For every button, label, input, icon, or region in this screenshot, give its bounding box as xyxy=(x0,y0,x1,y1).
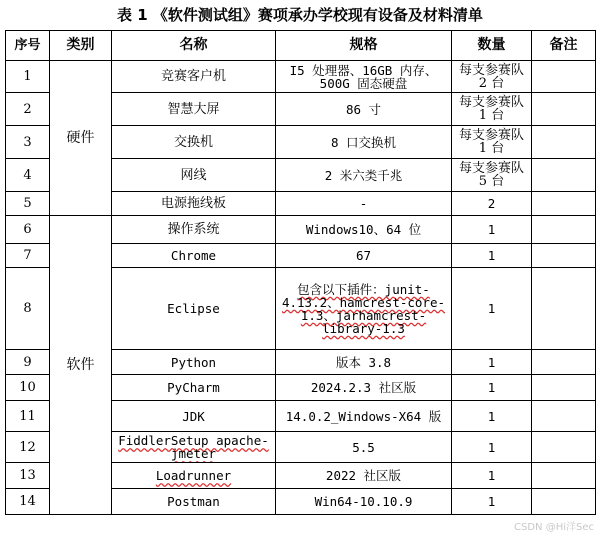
cell-note xyxy=(532,432,596,463)
cell-name: 智慧大屏 xyxy=(112,93,276,126)
cell-name: 操作系统 xyxy=(112,216,276,244)
cell-seq: 12 xyxy=(6,432,50,463)
cell-note xyxy=(532,244,596,268)
header-spec: 规格 xyxy=(276,31,452,61)
cell-name: Python xyxy=(112,350,276,375)
cell-spec: 版本 3.8 xyxy=(276,350,452,375)
watermark: CSDN @Hi洋Sec xyxy=(514,522,594,533)
cell-qty: 1 xyxy=(452,375,532,401)
cell-note xyxy=(532,463,596,489)
header-seq: 序号 xyxy=(6,31,50,61)
header-note: 备注 xyxy=(532,31,596,61)
cell-spec: - xyxy=(276,192,452,216)
cell-note xyxy=(532,61,596,93)
cell-qty: 1 xyxy=(452,268,532,350)
cell-note xyxy=(532,159,596,192)
cell-spec: 2022 社区版 xyxy=(276,463,452,489)
cell-qty: 1 xyxy=(452,244,532,268)
cell-seq: 9 xyxy=(6,350,50,375)
cell-seq: 14 xyxy=(6,489,50,515)
cell-note xyxy=(532,126,596,159)
cell-spec: 8 口交换机 xyxy=(276,126,452,159)
cell-qty: 每支参赛队 1 台 xyxy=(452,126,532,159)
cell-seq: 13 xyxy=(6,463,50,489)
cell-name: JDK xyxy=(112,401,276,432)
cell-name: Chrome xyxy=(112,244,276,268)
cell-name: Loadrunner xyxy=(112,463,276,489)
cell-name: PyCharm xyxy=(112,375,276,401)
category-hardware: 硬件 xyxy=(50,61,112,216)
cell-spec: 67 xyxy=(276,244,452,268)
cell-spec: 86 寸 xyxy=(276,93,452,126)
cell-seq: 8 xyxy=(6,268,50,350)
cell-note xyxy=(532,192,596,216)
cell-qty: 每支参赛队 2 台 xyxy=(452,61,532,93)
cell-seq: 6 xyxy=(6,216,50,244)
cell-note xyxy=(532,401,596,432)
header-category: 类别 xyxy=(50,31,112,61)
cell-seq: 10 xyxy=(6,375,50,401)
cell-seq: 3 xyxy=(6,126,50,159)
category-software: 软件 xyxy=(50,216,112,515)
cell-qty: 1 xyxy=(452,432,532,463)
cell-qty: 每支参赛队 1 台 xyxy=(452,93,532,126)
cell-seq: 2 xyxy=(6,93,50,126)
header-name: 名称 xyxy=(112,31,276,61)
cell-qty: 2 xyxy=(452,192,532,216)
header-qty: 数量 xyxy=(452,31,532,61)
cell-note xyxy=(532,93,596,126)
cell-qty: 1 xyxy=(452,216,532,244)
cell-name: 交换机 xyxy=(112,126,276,159)
cell-spec: 2 米六类千兆 xyxy=(276,159,452,192)
cell-qty: 1 xyxy=(452,489,532,515)
cell-note xyxy=(532,216,596,244)
cell-name: 电源拖线板 xyxy=(112,192,276,216)
cell-qty: 1 xyxy=(452,463,532,489)
cell-qty: 1 xyxy=(452,401,532,432)
cell-spec: 2024.2.3 社区版 xyxy=(276,375,452,401)
table-row xyxy=(6,216,596,244)
equipment-table xyxy=(5,30,596,515)
cell-qty: 1 xyxy=(452,350,532,375)
cell-seq: 4 xyxy=(6,159,50,192)
cell-seq: 11 xyxy=(6,401,50,432)
cell-name: Postman xyxy=(112,489,276,515)
cell-spec: Windows10、64 位 xyxy=(276,216,452,244)
cell-spec: 5.5 xyxy=(276,432,452,463)
cell-spec: I5 处理器、16GB 内存、500G 固态硬盘 xyxy=(276,61,452,93)
cell-seq: 5 xyxy=(6,192,50,216)
header-row xyxy=(6,31,596,61)
cell-note xyxy=(532,375,596,401)
cell-note xyxy=(532,489,596,515)
table-title: 表 1 《软件测试组》赛项承办学校现有设备及材料清单 xyxy=(117,6,483,24)
table-row xyxy=(6,61,596,93)
cell-seq: 7 xyxy=(6,244,50,268)
cell-name: 竞赛客户机 xyxy=(112,61,276,93)
cell-seq: 1 xyxy=(6,61,50,93)
cell-note xyxy=(532,350,596,375)
cell-spec: 14.0.2_Windows-X64 版 xyxy=(276,401,452,432)
cell-spec: Win64-10.10.9 xyxy=(276,489,452,515)
cell-name: FiddlerSetup apache-jmeter xyxy=(112,432,276,463)
cell-name: Eclipse xyxy=(112,268,276,350)
cell-name: 网线 xyxy=(112,159,276,192)
cell-spec: 包含以下插件：junit-4.13.2、hamcrest-core-1.3、jarhamcrest-library-1.3 xyxy=(276,268,452,350)
cell-note xyxy=(532,268,596,350)
cell-qty: 每支参赛队 5 台 xyxy=(452,159,532,192)
